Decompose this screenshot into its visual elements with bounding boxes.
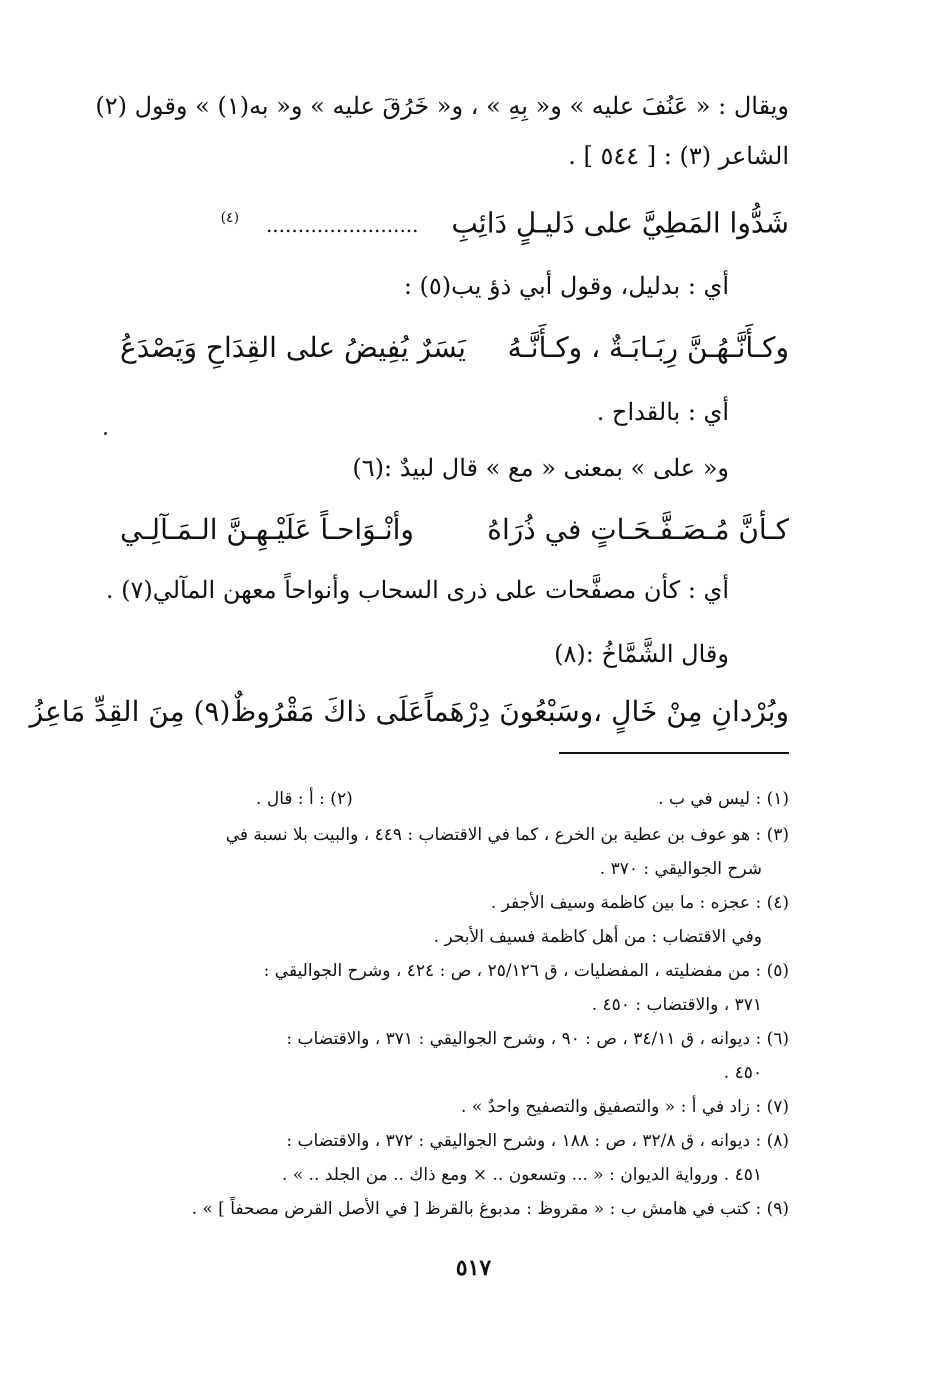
footnote-3: (٣) : هو عوف بن عطية بن الخرع ، كما في الاقتضاب : ٤٤٩ ، والبيت بلا نسبة في <box>225 825 789 845</box>
footnote-5-cont: ٣٧١ ، والاقتضاب : ٤٥٠ . <box>591 995 762 1015</box>
page-number: ٥١٧ <box>455 1255 492 1281</box>
verse-3-first-hemistich: كـأنَّ مُـصَـفَّـحَـاتٍ في ذُرَاهُ <box>487 513 789 546</box>
scan-speck <box>104 432 107 435</box>
text-line-9: أي : كأن مصفَّحات على ذرى السحاب وأنواحاً معهن المآلي(٧) . <box>105 576 729 604</box>
footnote-6-cont: ٤٥٠ . <box>723 1063 762 1083</box>
text-line-4: أي : بدليل، وقول أبي ذؤ يب(٥) : <box>403 272 729 300</box>
footnote-6: (٦) : ديوانه ، ق ٣٤/١١ ، ص : ٩٠ ، وشرح الجواليقي : ٣٧١ ، والاقتضاب : <box>286 1029 789 1049</box>
footnote-8-cont: ٤٥١ . ورواية الديوان : « ... وتسعون .. × ومع ذاك .. من الجلد .. » . <box>282 1165 762 1185</box>
verse-4 <box>29 694 789 730</box>
verse-4-first-hemistich: وبُرْدانِ مِنْ خَالٍ ،وسَبْعُونَ دِرْهَماً <box>424 695 789 728</box>
footnote-9: (٩) : كتب في هامش ب : « مقروظ : مدبوغ بالقرظ [ في الأصل القرض مصحفاً ] » . <box>191 1199 789 1219</box>
footnote-3-cont: شرح الجواليقي : ٣٧٠ . <box>599 859 762 879</box>
footnote-divider <box>559 752 789 754</box>
verse-1-ellipsis: ........................ <box>265 213 419 238</box>
footnote-1-2 <box>128 786 789 812</box>
verse-3 <box>120 512 789 548</box>
text-line-6: أي : بالقداح . <box>596 398 729 426</box>
verse-2-second-hemistich: يَسَرٌ يُفِيضُ على القِدَاحِ وَيَصْدَعُ <box>120 331 466 364</box>
verse-1-footnote-mark: (٤) <box>220 210 240 226</box>
text-line-1: ويقال : « عَنُفَ عليه » و« بِهِ » ، و« خَرُقَ عليه » و« به(١) » وقول (٢) <box>95 92 789 120</box>
footnote-2: (٢) : أ : قال . <box>256 789 353 809</box>
footnote-8: (٨) : ديوانه ، ق ٣٢/٨ ، ص : ١٨٨ ، وشرح الجواليقي : ٣٧٢ ، والاقتضاب : <box>286 1131 789 1151</box>
footnote-7: (٧) : زاد في أ : « والتصفيق والتصفيح واحدٌ » . <box>461 1097 789 1117</box>
verse-1 <box>120 200 789 243</box>
text-line-7: و« على » بمعنى « مع » قال لبيدٌ :(٦) <box>352 454 729 482</box>
verse-2-first-hemistich: وكـأَنَّـهُـنَّ رِبَـابَـةٌ ، وكـأَنَّـهُ <box>507 331 789 364</box>
footnote-4: (٤) : عجزه : ما بين كاظمة وسيف الأجفر . <box>490 893 789 913</box>
verse-1-hemistich: شَدُّوا المَطِيَّ على دَليـلٍ دَائِبِ <box>451 206 789 240</box>
verse-4-second-hemistich: عَلَى ذاكَ مَقْرُوظٌ(٩) مِنَ القِدِّ مَاعِزُ <box>29 695 425 728</box>
text-line-2: الشاعر (٣) : [ ٥٤٤ ] . <box>568 142 789 170</box>
footnote-1: (١) : ليس في ب . <box>658 789 789 809</box>
text-line-10: وقال الشَّمَّاخُ :(٨) <box>554 640 729 668</box>
footnote-5: (٥) : من مفضليته ، المفضليات ، ق ٢٥/١٢٦ ، ص : ٤٢٤ ، وشرح الجواليقي : <box>263 961 789 981</box>
footnote-4-cont: وفي الاقتضاب : من أهل كاظمة فسيف الأبحر . <box>433 927 762 947</box>
verse-3-second-hemistich: وأنْـوَاحـاً عَلَيْـهِـنَّ الـمَـآلِـي <box>120 513 414 546</box>
verse-2 <box>120 330 789 366</box>
